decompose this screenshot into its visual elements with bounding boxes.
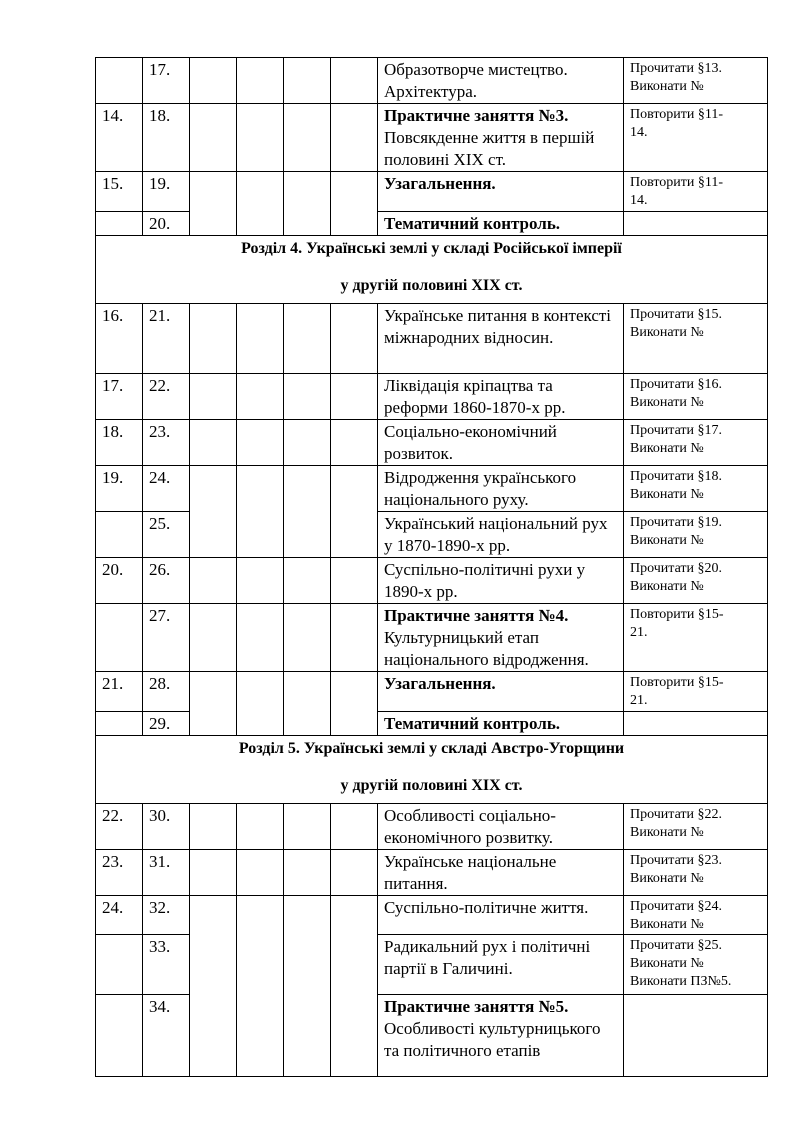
lesson-row bbox=[96, 672, 768, 712]
lesson-topic-heading: Тематичний контроль. bbox=[384, 714, 561, 733]
empty-cell bbox=[284, 804, 331, 850]
lesson-topic bbox=[378, 558, 624, 604]
lesson-plan-page bbox=[95, 57, 767, 1077]
empty-cell bbox=[331, 804, 378, 850]
section-subtitle: у другій половині XIX ст. bbox=[340, 777, 523, 794]
empty-cell bbox=[190, 58, 237, 104]
empty-cell bbox=[237, 420, 284, 466]
lesson-index: 28. bbox=[143, 672, 190, 712]
lesson-index: 21. bbox=[143, 304, 190, 374]
lesson-topic bbox=[378, 672, 624, 712]
lesson-number: 19. bbox=[96, 466, 143, 512]
empty-cell bbox=[331, 466, 378, 558]
empty-cell bbox=[237, 896, 284, 1077]
lesson-topic-heading: Практичне заняття №5. bbox=[384, 997, 569, 1016]
empty-cell bbox=[331, 104, 378, 172]
empty-cell bbox=[190, 804, 237, 850]
lesson-index: 31. bbox=[143, 850, 190, 896]
lesson-number: 16. bbox=[96, 304, 143, 374]
lesson-number bbox=[96, 212, 143, 236]
lesson-row bbox=[96, 604, 768, 672]
empty-cell bbox=[331, 604, 378, 672]
empty-cell bbox=[331, 304, 378, 374]
section-title: Розділ 4. Українські землі у складі Російської імперії bbox=[241, 240, 622, 257]
empty-cell bbox=[331, 172, 378, 236]
lesson-number: 14. bbox=[96, 104, 143, 172]
lesson-index: 23. bbox=[143, 420, 190, 466]
lesson-index: 25. bbox=[143, 512, 190, 558]
lesson-topic-text: Українське національне питання. bbox=[384, 852, 557, 893]
empty-cell bbox=[190, 850, 237, 896]
lesson-number bbox=[96, 512, 143, 558]
lesson-number: 22. bbox=[96, 804, 143, 850]
empty-cell bbox=[190, 896, 237, 1077]
lesson-topic bbox=[378, 420, 624, 466]
lesson-topic bbox=[378, 172, 624, 212]
lesson-topic bbox=[378, 995, 624, 1077]
empty-cell bbox=[284, 58, 331, 104]
lesson-topic-text: Відродження українського національного руху. bbox=[384, 468, 577, 509]
empty-cell bbox=[237, 466, 284, 558]
empty-cell bbox=[190, 604, 237, 672]
lesson-number: 24. bbox=[96, 896, 143, 935]
lesson-topic-text: Український національний рух у 1870-1890-х рр. bbox=[384, 514, 608, 555]
homework: Повторити §15- 21. bbox=[624, 672, 768, 712]
empty-cell bbox=[237, 850, 284, 896]
empty-cell bbox=[190, 420, 237, 466]
lesson-topic-text: Ліквідація кріпацтва та реформи 1860-1870-х рр. bbox=[384, 376, 566, 417]
lesson-row bbox=[96, 896, 768, 935]
empty-cell bbox=[237, 104, 284, 172]
lesson-index: 24. bbox=[143, 466, 190, 512]
empty-cell bbox=[190, 172, 237, 236]
homework: Прочитати §18. Виконати № bbox=[624, 466, 768, 512]
lesson-topic bbox=[378, 712, 624, 736]
lesson-index: 22. bbox=[143, 374, 190, 420]
lesson-index: 19. bbox=[143, 172, 190, 212]
empty-cell bbox=[331, 374, 378, 420]
empty-cell bbox=[284, 172, 331, 236]
empty-cell bbox=[190, 558, 237, 604]
lesson-number: 23. bbox=[96, 850, 143, 896]
lesson-number bbox=[96, 58, 143, 104]
homework: Прочитати §15. Виконати № bbox=[624, 304, 768, 374]
lesson-topic bbox=[378, 512, 624, 558]
empty-cell bbox=[284, 558, 331, 604]
lesson-topic-text: Особливості культурницького та політичного етапів bbox=[384, 1019, 601, 1060]
lesson-topic-text: Суспільно-політичні рухи у 1890-х рр. bbox=[384, 560, 586, 601]
homework: Повторити §11- 14. bbox=[624, 104, 768, 172]
lesson-row bbox=[96, 172, 768, 212]
empty-cell bbox=[190, 104, 237, 172]
lesson-index: 30. bbox=[143, 804, 190, 850]
empty-cell bbox=[284, 374, 331, 420]
lesson-number bbox=[96, 995, 143, 1077]
lesson-number: 17. bbox=[96, 374, 143, 420]
homework: Прочитати §20. Виконати № bbox=[624, 558, 768, 604]
empty-cell bbox=[284, 850, 331, 896]
lesson-row bbox=[96, 466, 768, 512]
lesson-topic bbox=[378, 304, 624, 374]
empty-cell bbox=[331, 896, 378, 1077]
homework: Прочитати §16. Виконати № bbox=[624, 374, 768, 420]
lesson-number bbox=[96, 935, 143, 995]
empty-cell bbox=[284, 896, 331, 1077]
lesson-topic bbox=[378, 104, 624, 172]
empty-cell bbox=[237, 604, 284, 672]
lesson-topic bbox=[378, 212, 624, 236]
homework: Прочитати §25. Виконати № Виконати ПЗ№5. bbox=[624, 935, 768, 995]
lesson-index: 29. bbox=[143, 712, 190, 736]
empty-cell bbox=[237, 558, 284, 604]
lesson-number: 20. bbox=[96, 558, 143, 604]
empty-cell bbox=[237, 304, 284, 374]
lesson-topic-heading: Практичне заняття №4. bbox=[384, 606, 569, 625]
section-heading bbox=[96, 736, 768, 804]
lesson-index: 27. bbox=[143, 604, 190, 672]
empty-cell bbox=[237, 374, 284, 420]
homework bbox=[624, 212, 768, 236]
lesson-index: 20. bbox=[143, 212, 190, 236]
empty-cell bbox=[331, 672, 378, 736]
homework: Прочитати §23. Виконати № bbox=[624, 850, 768, 896]
lesson-row bbox=[96, 104, 768, 172]
lesson-topic-heading: Узагальнення. bbox=[384, 674, 496, 693]
empty-cell bbox=[237, 672, 284, 736]
lesson-topic bbox=[378, 374, 624, 420]
lesson-number: 18. bbox=[96, 420, 143, 466]
empty-cell bbox=[331, 58, 378, 104]
empty-cell bbox=[190, 374, 237, 420]
lesson-topic-heading: Узагальнення. bbox=[384, 174, 496, 193]
lesson-topic bbox=[378, 58, 624, 104]
empty-cell bbox=[331, 558, 378, 604]
lesson-topic bbox=[378, 850, 624, 896]
homework: Прочитати §13. Виконати № bbox=[624, 58, 768, 104]
homework: Прочитати §24. Виконати № bbox=[624, 896, 768, 935]
section-subtitle: у другій половині XIX ст. bbox=[340, 277, 523, 294]
lesson-row bbox=[96, 304, 768, 374]
lesson-number: 21. bbox=[96, 672, 143, 712]
empty-cell bbox=[284, 104, 331, 172]
lesson-topic bbox=[378, 804, 624, 850]
lesson-row bbox=[96, 374, 768, 420]
lesson-topic-text: Культурницький етап національного відродження. bbox=[384, 628, 589, 669]
lesson-row bbox=[96, 58, 768, 104]
empty-cell bbox=[190, 304, 237, 374]
empty-cell bbox=[331, 420, 378, 466]
lesson-number: 15. bbox=[96, 172, 143, 212]
section-row bbox=[96, 736, 768, 804]
empty-cell bbox=[284, 466, 331, 558]
lesson-topic bbox=[378, 935, 624, 995]
lesson-topic-text: Радикальний рух і політичні партії в Галичині. bbox=[384, 937, 591, 978]
section-heading bbox=[96, 236, 768, 304]
lesson-topic-text: Образотворче мистецтво. Архітектура. bbox=[384, 60, 568, 101]
empty-cell bbox=[190, 672, 237, 736]
lesson-row bbox=[96, 420, 768, 466]
homework: Прочитати §19. Виконати № bbox=[624, 512, 768, 558]
lesson-number bbox=[96, 604, 143, 672]
homework: Повторити §11- 14. bbox=[624, 172, 768, 212]
empty-cell bbox=[237, 172, 284, 236]
lesson-topic bbox=[378, 466, 624, 512]
empty-cell bbox=[284, 672, 331, 736]
lesson-row bbox=[96, 558, 768, 604]
lesson-topic bbox=[378, 896, 624, 935]
lesson-row bbox=[96, 804, 768, 850]
empty-cell bbox=[190, 466, 237, 558]
lesson-topic-text: Суспільно-політичне життя. bbox=[384, 898, 589, 917]
lesson-topic-heading: Практичне заняття №3. bbox=[384, 106, 569, 125]
lesson-topic bbox=[378, 604, 624, 672]
lesson-plan-table bbox=[95, 57, 768, 1077]
lesson-index: 17. bbox=[143, 58, 190, 104]
lesson-index: 26. bbox=[143, 558, 190, 604]
lesson-index: 32. bbox=[143, 896, 190, 935]
lesson-topic-text: Особливості соціально-економічного розвитку. bbox=[384, 806, 556, 847]
lesson-number bbox=[96, 712, 143, 736]
homework: Повторити §15- 21. bbox=[624, 604, 768, 672]
empty-cell bbox=[284, 604, 331, 672]
empty-cell bbox=[237, 804, 284, 850]
homework: Прочитати §17. Виконати № bbox=[624, 420, 768, 466]
empty-cell bbox=[237, 58, 284, 104]
section-row bbox=[96, 236, 768, 304]
homework bbox=[624, 995, 768, 1077]
lesson-topic-heading: Тематичний контроль. bbox=[384, 214, 561, 233]
lesson-row bbox=[96, 850, 768, 896]
empty-cell bbox=[331, 850, 378, 896]
homework bbox=[624, 712, 768, 736]
section-title: Розділ 5. Українські землі у складі Австро-Угорщини bbox=[238, 740, 625, 757]
lesson-topic-text: Соціально-економічний розвиток. bbox=[384, 422, 557, 463]
lesson-index: 34. bbox=[143, 995, 190, 1077]
lesson-index: 18. bbox=[143, 104, 190, 172]
empty-cell bbox=[284, 304, 331, 374]
lesson-topic-text: Повсякденне життя в першій половині XIX ст. bbox=[384, 128, 595, 169]
lesson-topic-text: Українське питання в контексті міжнародних відносин. bbox=[384, 306, 612, 347]
lesson-index: 33. bbox=[143, 935, 190, 995]
empty-cell bbox=[284, 420, 331, 466]
homework: Прочитати §22. Виконати № bbox=[624, 804, 768, 850]
